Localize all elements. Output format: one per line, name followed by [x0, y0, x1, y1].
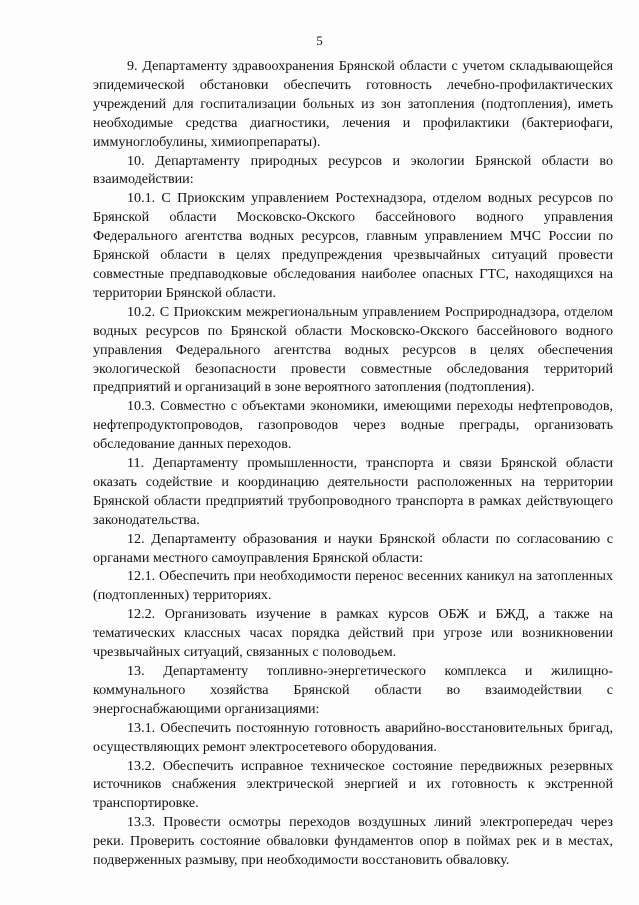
document-body	[93, 57, 613, 870]
paragraph-12-1: 12.1. Обеспечить при необходимости перенос весенних каникул на затопленных (подтопленных) территориях.	[93, 568, 613, 604]
paragraph-9: 9. Департаменту здравоохранения Брянской области с учетом складывающейся эпидемической обстановки обеспечить готовность лечебно-профилактических учреждений для госпитализации больных из зон затопления (подтопления), иметь необходимые средства диагностики, лечения и профилактики (бактериофаги, иммуноглобулины, химиопрепараты).	[93, 58, 613, 150]
paragraph-13-1: 13.1. Обеспечить постоянную готовность аварийно-восстановительных бригад, осуществляющих ремонт электросетевого оборудования.	[93, 719, 613, 755]
paragraph-10-1: 10.1. С Приокским управлением Ростехнадзора, отделом водных ресурсов по Брянской области Московско-Окского бассейнового водного управления Федерального агентства водных ресурсов, главным управлением МЧС России по Брянской области в целях предупреждения чрезвычайных ситуаций провести совместные предпаводковые обследования наиболее опасных ГТС, находящихся на территории Брянской области.	[93, 190, 613, 301]
paragraph-11: 11. Департаменту промышленности, транспорта и связи Брянской области оказать содействие и координацию деятельности расположенных на территории Брянской области предприятий трубопроводного транспорта в рамках действующего законодательства.	[93, 455, 613, 528]
paragraph-13-3: 13.3. Провести осмотры переходов воздушных линий электропередач через реки. Проверить состояние обваловки фундаментов опор в поймах рек и в местах, подверженных размыву, при необходимости восстановить обваловку.	[93, 814, 613, 869]
paragraph-10-2: 10.2. С Приокским межрегиональным управлением Росприроднадзора, отделом водных ресурсов по Брянской области Московско-Окского бассейнового водного управления Федерального агентства водных ресурсов в целях обеспечения экологической безопасности провести совместные обследования территорий предприятий и организаций в зоне вероятного затопления (подтопления).	[93, 303, 613, 396]
paragraph-13-2: 13.2. Обеспечить исправное техническое состояние передвижных резервных источников снабжения электрической энергией и их готовность к экстренной транспортировке.	[93, 757, 613, 812]
paragraph-12: 12. Департаменту образования и науки Брянской области по согласованию с органами местного самоуправления Брянской области:	[93, 530, 613, 566]
paragraph-13: 13. Департаменту топливно-энергетического комплекса и жилищно-коммунального хозяйства Брянской области во взаимодействии с энергоснабжающими организациями:	[93, 663, 613, 717]
paragraph-12-2: 12.2. Организовать изучение в рамках курсов ОБЖ и БЖД, а также на тематических классных часах порядка действий при угрозе или возникновении чрезвычайных ситуаций, связанных с половодьем.	[93, 606, 613, 661]
paragraph-10-3: 10.3. Совместно с объектами экономики, имеющими переходы нефтепроводов, нефтепродуктопроводов, газопроводов через водные преграды, организовать обследование данных переходов.	[93, 398, 613, 453]
page-number: 5	[316, 33, 323, 48]
paragraph-10: 10. Департаменту природных ресурсов и экологии Брянской области во взаимодействии:	[93, 152, 613, 188]
